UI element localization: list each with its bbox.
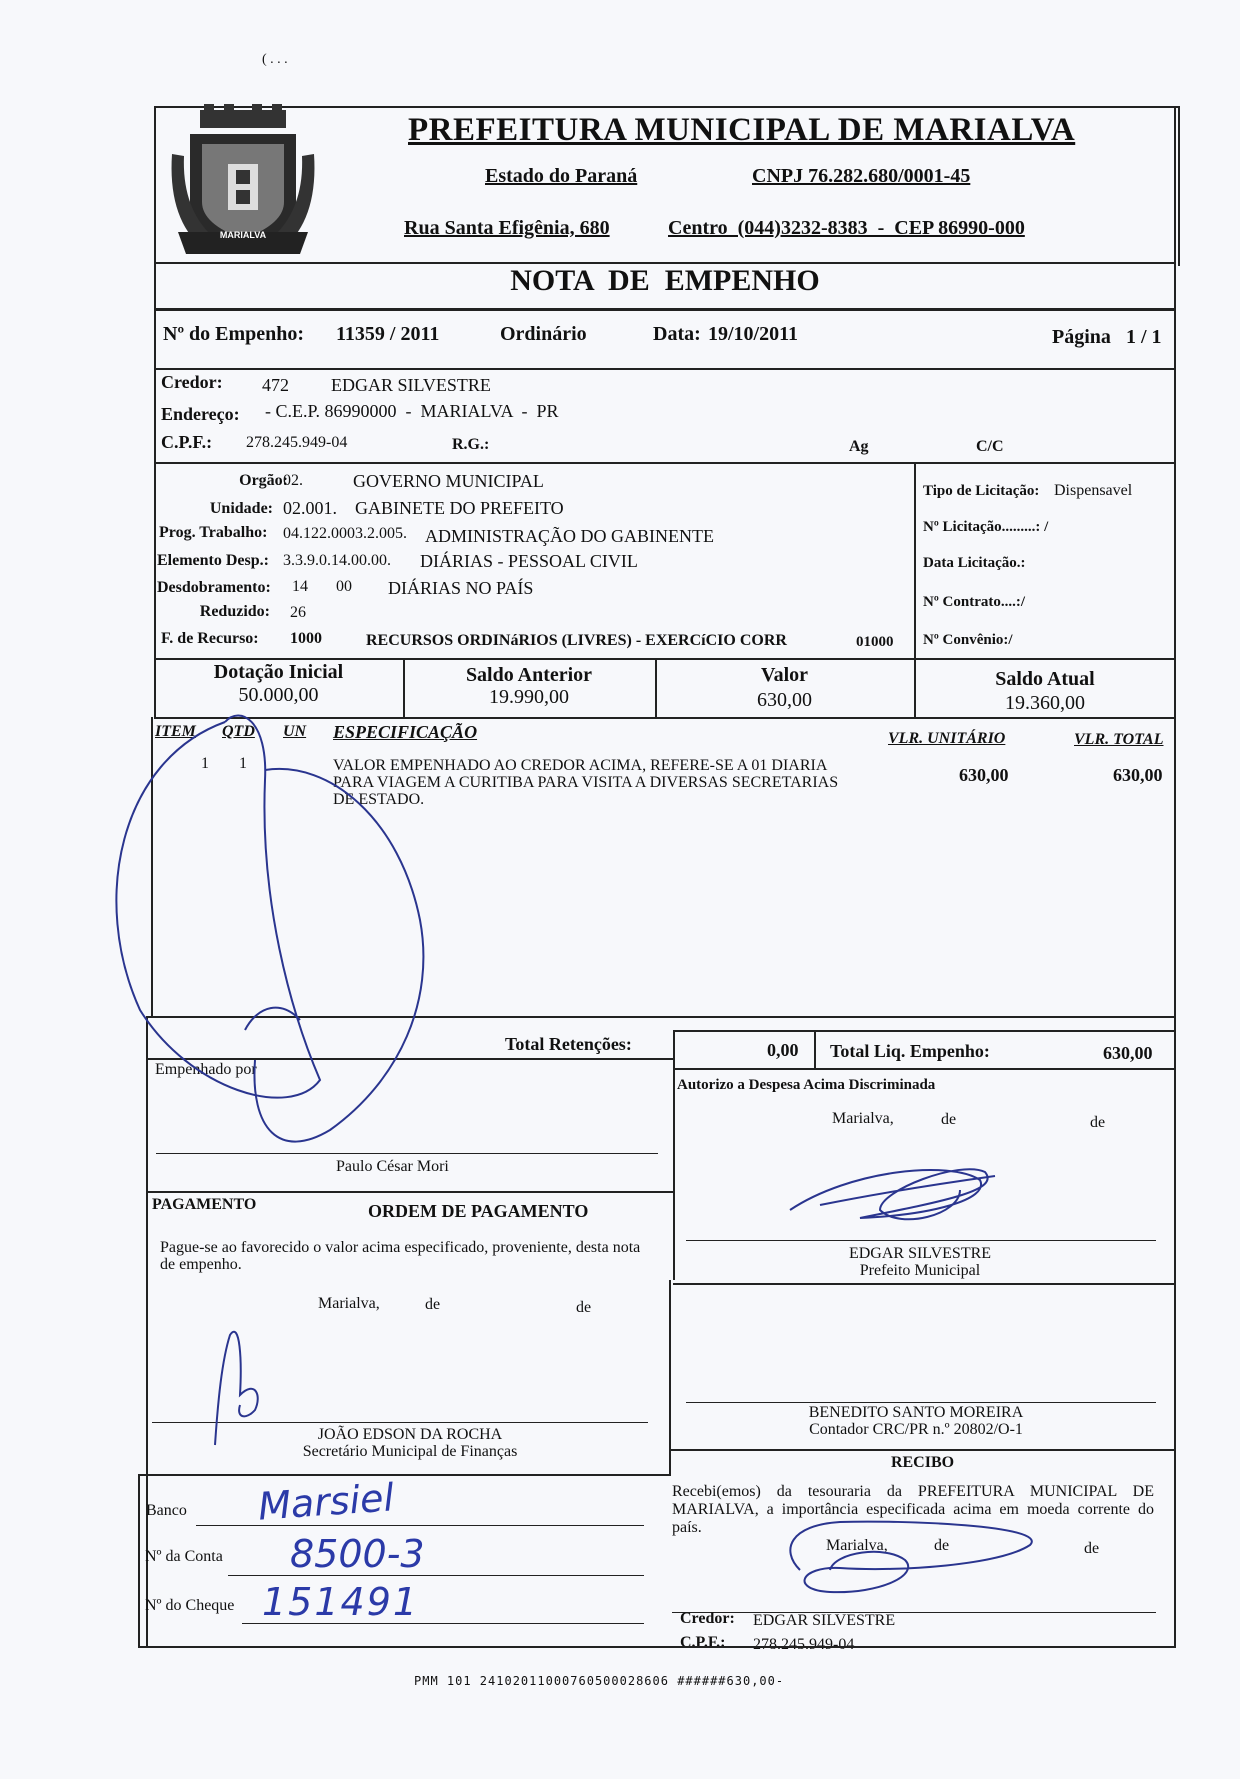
orgao-code: 02.: [283, 472, 303, 489]
item-qtd: 1: [239, 755, 247, 772]
recurso-number: 01000: [856, 634, 894, 650]
pagamento-de-2: de: [576, 1299, 592, 1316]
liquido-value: 630,00: [1103, 1043, 1153, 1063]
empenhado-label: Empenhado por: [155, 1061, 257, 1078]
cnpj: CNPJ 76.282.680/0001-45: [752, 165, 971, 187]
secretario-cargo: Secretário Municipal de Finanças: [302, 1443, 518, 1460]
conta-handwriting: 8500-3: [290, 1532, 425, 1576]
prefeito-nome: EDGAR SILVESTRE: [848, 1245, 992, 1262]
saldo-anterior-value: 19.990,00: [489, 686, 569, 708]
licitacao-numero: Nº Licitação.........: /: [923, 519, 1049, 535]
prog-label: Prog. Trabalho:: [159, 524, 268, 541]
date-value: 19/10/2011: [708, 323, 799, 345]
recurso-label: F. de Recurso:: [161, 630, 259, 647]
pagamento-de-1: de: [425, 1296, 441, 1313]
endereco-value: - C.E.P. 86990000 - MARIALVA - PR: [265, 401, 559, 421]
crest-banner-label: MARIALVA: [219, 230, 267, 240]
cpf-label: C.P.F.:: [161, 432, 213, 452]
credor-name: EDGAR SILVESTRE: [331, 375, 491, 395]
loop-signature: [116, 715, 320, 1097]
item-number: 1: [201, 755, 209, 772]
state-name: Estado do Paraná: [485, 165, 638, 187]
col-qtd: QTD: [222, 723, 255, 740]
banco-label: Banco: [146, 1502, 187, 1519]
licitacao-tipo-label: Tipo de Licitação:: [923, 483, 1040, 499]
orgao-label: Orgão:: [239, 472, 288, 489]
licitacao-tipo-value: Dispensavel: [1054, 482, 1133, 499]
recibo-credor: EDGAR SILVESTRE: [753, 1612, 896, 1629]
orgao-name: GOVERNO MUNICIPAL: [353, 471, 544, 491]
contrato-numero: Nº Contrato....:/: [923, 594, 1026, 610]
valor-value: 630,00: [757, 689, 812, 711]
edgar-signature: [790, 1169, 988, 1219]
saldo-atual-value: 19.360,00: [1005, 692, 1085, 714]
credor-label: Credor:: [161, 372, 223, 392]
ordem-pagamento-label: ORDEM DE PAGAMENTO: [368, 1201, 589, 1221]
credor-code: 472: [262, 375, 289, 395]
page-label: Página: [1052, 326, 1111, 348]
valor-label: Valor: [760, 664, 809, 686]
dotacao-label: Dotação Inicial: [213, 661, 344, 683]
desdobramento-name: DIÁRIAS NO PAÍS: [388, 578, 534, 598]
prog-name: ADMINISTRAÇÃO DO GABINENTE: [425, 526, 714, 546]
contador-cargo: Contador CRC/PR n.º 20802/O-1: [809, 1421, 1023, 1438]
recibo-credor-label: Credor:: [680, 1610, 735, 1627]
secretario-nome: JOÃO EDSON DA ROCHA: [317, 1426, 503, 1443]
desdobramento-code: 14: [292, 578, 308, 595]
address: Rua Santa Efigênia, 680: [404, 217, 610, 239]
autorizo-de-1: de: [941, 1111, 957, 1128]
reduzido-label: Reduzido:: [199, 603, 270, 620]
unidade-label: Unidade:: [209, 500, 273, 517]
col-especificacao: ESPECIFICAÇÃO: [333, 722, 478, 742]
recibo-local: Marialva,: [826, 1537, 888, 1554]
pagamento-label: PAGAMENTO: [152, 1196, 257, 1213]
recibo-cpf-label: C.P.F.:: [680, 1634, 726, 1651]
contador-nome: BENEDITO SANTO MOREIRA: [808, 1404, 1024, 1421]
cpf-value: 278.245.949-04: [246, 434, 348, 451]
prefeito-cargo: Prefeito Municipal: [859, 1262, 981, 1279]
ag-label: Ag: [849, 438, 869, 455]
elemento-name: DIÁRIAS - PESSOAL CIVIL: [420, 551, 638, 571]
col-vlr-total: VLR. TOTAL: [1074, 731, 1164, 748]
unidade-code: 02.001.: [283, 498, 337, 518]
convenio-numero: Nº Convênio:/: [923, 632, 1013, 648]
cc-label: C/C: [976, 438, 1004, 455]
item-spec-line1: VALOR EMPENHADO AO CREDOR ACIMA, REFERE-SE A 01 DIARIA: [333, 757, 828, 774]
desdobramento-sub: 00: [336, 578, 352, 595]
dotacao-value: 50.000,00: [238, 684, 319, 706]
banco-handwriting: Marsiel: [256, 1475, 396, 1529]
elemento-code: 3.3.9.0.14.00.00.: [283, 552, 391, 569]
empenho-number-label: Nº do Empenho:: [163, 323, 305, 345]
desdobramento-label: Desdobramento:: [157, 579, 271, 596]
rg-label: R.G.:: [452, 436, 490, 453]
paulo-signature: [245, 1008, 300, 1030]
autorizo-local: Marialva,: [832, 1110, 894, 1127]
retencoes-label: Total Retenções:: [505, 1034, 632, 1054]
autorizo-label: Autorizo a Despesa Acima Discriminada: [677, 1077, 936, 1093]
recibo-cpf: 278.245.949-04: [753, 1636, 855, 1653]
page-number: 1 / 1: [1126, 326, 1162, 348]
recibo-signature: [790, 1522, 1031, 1593]
cheque-label: Nº do Cheque: [145, 1597, 235, 1614]
recibo-de-2: de: [1084, 1540, 1100, 1557]
pagamento-local: Marialva,: [318, 1295, 380, 1312]
col-vlr-unitario: VLR. UNITÁRIO: [888, 730, 1006, 747]
barcode-text: PMM 101 24102011000760500028606 ######630,00-: [414, 1674, 785, 1688]
reduzido-value: 26: [290, 604, 306, 621]
recurso-name: RECURSOS ORDINáRIOS (LIVRES) - EXERCíCIO CORR: [366, 632, 787, 649]
saldo-atual-label: Saldo Atual: [995, 668, 1095, 690]
document-title: NOTA DE EMPENHO: [510, 264, 820, 297]
joao-signature: [215, 1332, 258, 1445]
recibo-de-1: de: [934, 1537, 950, 1554]
prog-code: 04.122.0003.2.005.: [283, 525, 407, 542]
autorizo-de-2: de: [1090, 1114, 1106, 1131]
cheque-handwriting: 151491: [262, 1580, 420, 1624]
col-un: UN: [283, 723, 307, 740]
endereco-label: Endereço:: [161, 404, 240, 424]
item-unit-value: 630,00: [959, 765, 1009, 785]
empenhado-nome: Paulo César Mori: [336, 1158, 449, 1175]
contact-line: Centro (044)3232-8383 - CEP 86990-000: [668, 217, 1025, 239]
empenho-number: 11359 / 2011: [336, 323, 440, 345]
recibo-texto: Recebi(emos) da tesouraria da PREFEITURA MUNICIPAL DE MARIALVA, a importância especificada acima em moeda corrente do país.: [672, 1483, 1154, 1536]
pagamento-texto: Pague-se ao favorecido o valor acima especificado, proveniente, desta nota de empenho.: [160, 1239, 641, 1273]
recibo-label: RECIBO: [890, 1454, 955, 1471]
item-spec-line3: DE ESTADO.: [333, 791, 425, 808]
item-total-value: 630,00: [1113, 765, 1163, 785]
date-label: Data:: [653, 323, 701, 345]
licitacao-data: Data Licitação.:: [923, 555, 1026, 571]
col-item: ITEM: [155, 723, 196, 740]
scan-mark: ( . . .: [262, 52, 288, 67]
recurso-code: 1000: [290, 630, 322, 647]
item-spec-line2: PARA VIAGEM A CURITIBA PARA VISITA A DIVERSAS SECRETARIAS: [333, 774, 839, 791]
conta-label: Nº da Conta: [145, 1548, 223, 1565]
unidade-name: GABINETE DO PREFEITO: [355, 498, 564, 518]
page-title: PREFEITURA MUNICIPAL DE MARIALVA: [408, 112, 1076, 148]
saldo-anterior-label: Saldo Anterior: [465, 664, 593, 686]
empenho-type: Ordinário: [500, 323, 587, 345]
retencoes-value: 0,00: [767, 1040, 799, 1060]
elemento-label: Elemento Desp.:: [157, 552, 269, 569]
liquido-label: Total Liq. Empenho:: [830, 1041, 990, 1061]
